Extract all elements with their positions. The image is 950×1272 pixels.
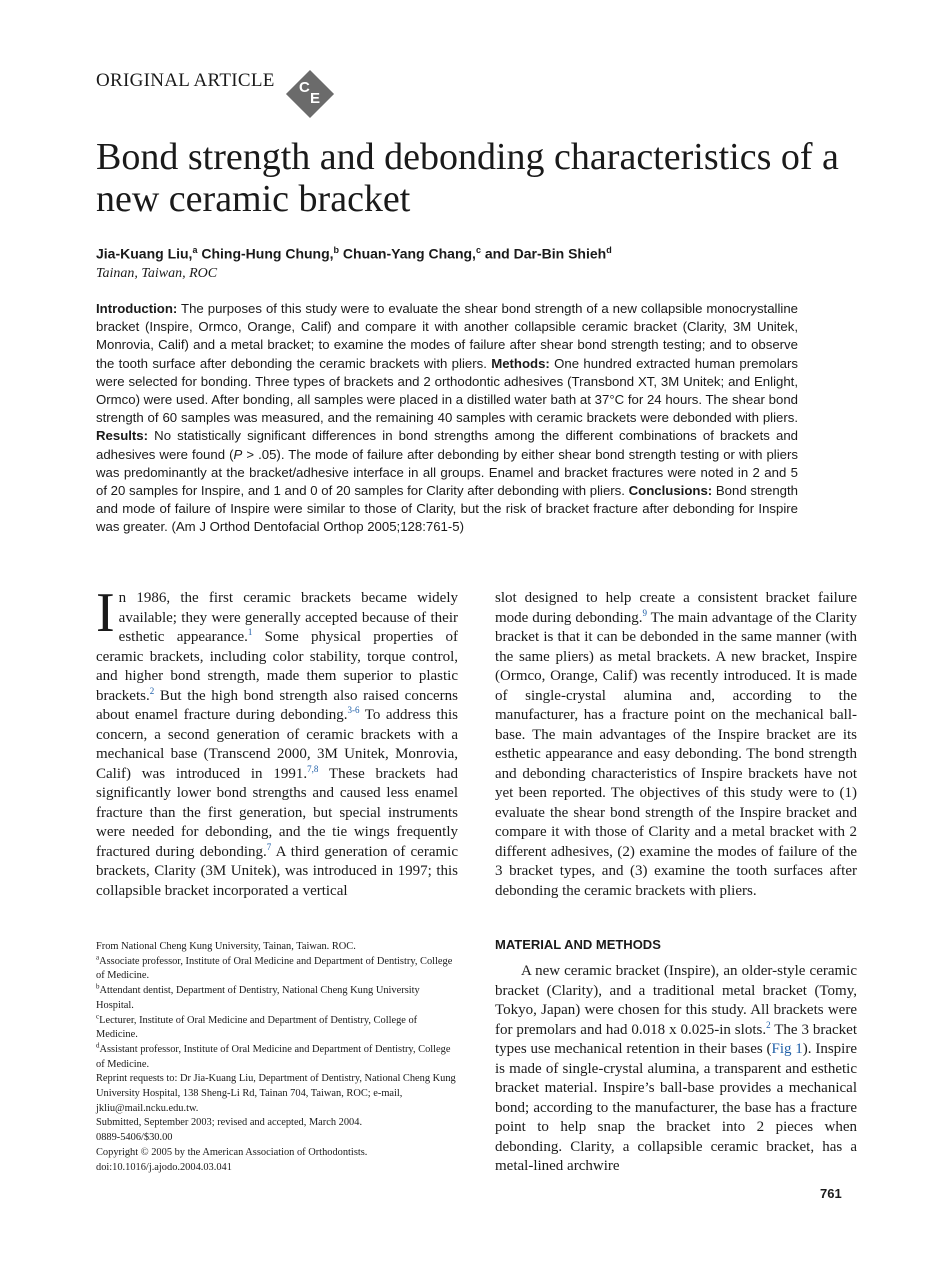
citation-link[interactable]: 2: [149, 685, 155, 696]
page-number: 761: [820, 1186, 842, 1201]
footnote-text: Assistant professor, Institute of Oral Medicine and Department of Dentistry, College of Medicine.: [96, 1043, 451, 1070]
citation-link[interactable]: 7,8: [307, 763, 319, 774]
footnote-affiliation: From National Cheng Kung University, Tainan, Taiwan. ROC.: [96, 941, 356, 952]
citation-link[interactable]: 2: [766, 1019, 771, 1030]
body-text: To address this concern, a second generation of ceramic brackets with a mechanical base (Transcend 2000, 3M Unitek, Monrovia, Calif) was introduced in 1991.: [96, 707, 458, 782]
footnotes: [96, 940, 457, 1175]
body-text: Some physical properties of ceramic brackets, including color stability, torque control, and higher bond strength, made them superior to plastic brackets.: [96, 629, 458, 704]
citation-link[interactable]: 3-6: [347, 705, 360, 715]
body-text: But the high bond strength also raised concerns about enamel fracture during debonding.: [96, 687, 458, 723]
author-sup: a: [192, 245, 198, 255]
abstract-methods-text: One hundred extracted human premolars were selected for bonding. Three types of brackets and 2 orthodontic adhesives (Transbond XT, 3M Unitek; and Enlight, Ormco) were used. After bonding, all samples were placed in a distilled water bath at 37°C for 24 hours. The shear bond strength of 60 samples was measured, and the remaining 40 samples with ceramic brackets were debonded with pliers.: [96, 355, 798, 426]
author-list: [96, 245, 612, 262]
body-text: A third generation of ceramic brackets, Clarity (3M Unitek), was introduced in 1997; this collapsible bracket incorporated a vertical: [96, 843, 458, 899]
methods-paragraph: [495, 962, 857, 1177]
author-location: Tainan, Taiwan, ROC: [96, 266, 218, 281]
body-column-left: [96, 582, 458, 901]
footnote-copyright: Copyright © 2005 by the American Association of Orthodontists.: [96, 1146, 368, 1158]
footnote-b: [96, 984, 457, 1013]
article-title: Bond strength and debonding characteristics of a new ceramic bracket: [96, 136, 839, 220]
footnote-submitted: Submitted, September 2003; revised and accepted, March 2004.: [96, 1117, 363, 1129]
footnote-text: Attendant dentist, Department of Dentistry, National Cheng Kung University Hospital.: [96, 985, 420, 1011]
author-name: Jia-Kuang Liu,: [96, 245, 193, 262]
abstract-results-label: Results:: [96, 428, 149, 444]
author-sup: c: [475, 245, 481, 255]
body-text: n 1986, the first ceramic brackets became widely available; they were generally accepted because of their esthetic appearance.: [118, 590, 458, 645]
abstract-conclusions-text: Bond strength and mode of failure of Inspire were similar to those of Clarity, but the risk of bracket fracture after debonding for Inspire was greater. (Am J Orthod Dentofacial Orthop 2005;128:761-5): [96, 483, 798, 535]
abstract-conclusions-label: Conclusions:: [628, 483, 713, 499]
section-heading-methods: MATERIAL AND METHODS: [495, 937, 661, 952]
citation-link[interactable]: 9: [642, 607, 647, 618]
footnote-text: Lecturer, Institute of Oral Medicine and Department of Dentistry, College of Medicine.: [96, 1014, 418, 1041]
footnote-issn: 0889-5406/$30.00: [96, 1132, 173, 1144]
body-text: The main advantage of the Clarity bracket is that it can be debonded in the same manner (with the same pliers) as metal brackets. A new bracket, Inspire (Ormco, Orange, Calif) was recently introduced. It is made of single-crystal alumina and, according to the manufacturer, has a fracture point on the mechanical ball-base. The main advantages of the Inspire bracket are its esthetic appearance and easy debonding. The bond strength and debonding characteristics of Inspire brackets have not yet been reported. The objectives of this study were to (1) evaluate the shear bond strength of the Inspire bracket and compare it with those of Clarity and a metal bracket with 2 different adhesives, (2) examine the modes of failure of the 3 bracket types, and (3) examine the tooth surfaces after debonding the ceramic brackets with pliers.: [495, 609, 857, 899]
abstract-intro-text: The purposes of this study were to evaluate the shear bond strength of a new collapsible monocrystalline bracket (Inspire, Ormco, Orange, Calif) and compare it with another collapsible ceramic bracket (Clarity, 3M Unitek, Monrovia, Calif) and a metal bracket; to examine the modes of failure after shear bond strength testing; and to observe the tooth surface after debonding the ceramic brackets with pliers.: [96, 301, 798, 371]
footnote-d: [96, 1043, 457, 1072]
abstract-methods-label: Methods:: [491, 355, 550, 371]
author-name: Chuan-Yang Chang,: [339, 245, 476, 262]
footnote-doi: doi:10.1016/j.ajodo.2004.03.041: [96, 1161, 232, 1173]
footnote-sup: b: [96, 982, 100, 991]
drop-cap: I: [96, 582, 115, 644]
footnote-c: [96, 1014, 457, 1043]
abstract-p-symbol: P: [233, 446, 243, 462]
body-text: ). Inspire is made of single-crystal alumina, a transparent and esthetic bracket material. Inspire’s ball-base provides a mechanical bond; according to the manufacturer, the base has a fracture point to help snap the bracket into 2 pieces when debonding. Clarity, a collapsible ceramic bracket, has a metal-lined archwire: [495, 1041, 857, 1174]
badge-letter-c: C: [299, 79, 310, 96]
footnote-a: [96, 955, 457, 984]
abstract-intro-label: Introduction:: [96, 301, 178, 316]
ce-badge-icon: [286, 70, 334, 118]
citation-link[interactable]: 1: [247, 627, 253, 637]
figure-link[interactable]: Fig 1: [771, 1041, 803, 1057]
author-sup: d: [606, 245, 612, 255]
footnote-sup: d: [96, 1041, 100, 1050]
author-name: Ching-Hung Chung,: [197, 245, 334, 262]
footnote-text: Associate professor, Institute of Oral Medicine and Department of Dentistry, College of Medicine.: [96, 955, 453, 982]
footnote-sup: a: [96, 953, 100, 962]
footnote-sup: c: [96, 1012, 100, 1021]
body-text: The 3 bracket types use mechanical retention in their bases (: [495, 1021, 857, 1057]
section-label: ORIGINAL ARTICLE: [96, 70, 275, 91]
abstract: [96, 300, 798, 537]
abstract-results-text: No statistically significant differences in bond strengths among the different combinations of brackets and adhesives were found (: [96, 428, 798, 462]
body-text: slot designed to help create a consistent bracket failure mode during debonding.: [495, 590, 857, 626]
author-name: and Dar-Bin Shieh: [480, 245, 607, 262]
body-text: A new ceramic bracket (Inspire), an older-style ceramic bracket (Clarity), and a traditional metal bracket (Tomy, Tokyo, Japan) were chosen for this study. All brackets were for premolars and had 0.018 x 0.025-in slots.: [495, 963, 857, 1038]
badge-letter-e: E: [310, 90, 321, 107]
body-column-right: [495, 589, 857, 901]
citation-link[interactable]: 7: [266, 841, 272, 852]
author-sup: b: [333, 245, 340, 255]
abstract-results-text: > .05). The mode of failure after debonding by either shear bond strength testing or with pliers was predominantly at the bracket/adhesive interface in all groups. Enamel and bracket fractures were noted in 2 and 5 of 20 samples for Inspire, and 1 and 0 of 20 samples for Clarity after debonding with pliers.: [96, 446, 798, 499]
body-text: These brackets had significantly lower bond strengths and caused less enamel fracture than the first generation, but special instruments were needed for debonding, and the tie wings frequently fractured during debonding.: [96, 765, 458, 860]
footnote-reprint: Reprint requests to: Dr Jia-Kuang Liu, Department of Dentistry, National Cheng Kung University Hospital, 138 Sheng-Li Rd, Tainan 704, Taiwan, ROC; e-mail, jkliu@mail.ncku.edu.tw.: [96, 1073, 456, 1114]
